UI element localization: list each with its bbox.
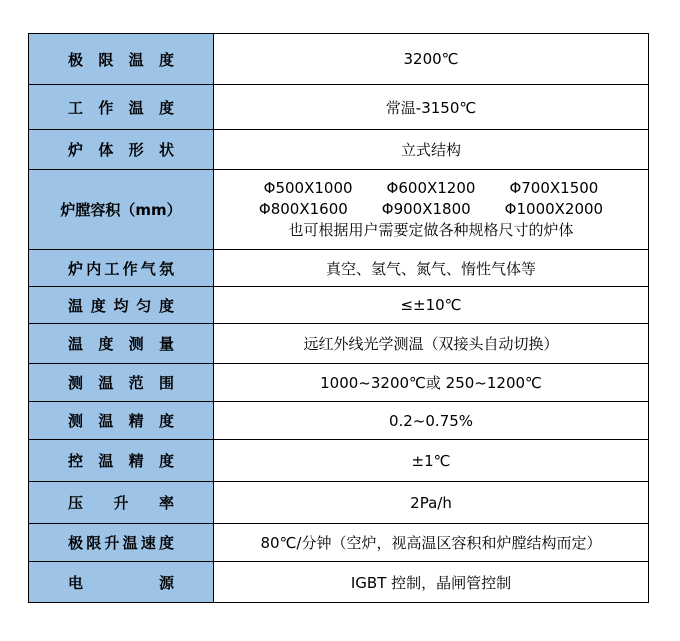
spec-value: 0.2~0.75%: [388, 411, 474, 430]
spec-row-temperature-measurement: [29, 323, 648, 363]
spec-label-cell: [29, 402, 214, 439]
spec-label: 压升率: [68, 494, 174, 512]
spec-label: 电源: [68, 573, 174, 592]
spec-value-cell: [214, 130, 648, 169]
spec-value: 立式结构: [400, 141, 461, 159]
spec-value: 2Pa/h: [410, 493, 452, 512]
spec-value: ±1℃: [411, 451, 451, 470]
spec-value: 真空、氢气、氮气、惰性气体等: [325, 259, 536, 278]
chamber-dim: Φ800X1600: [258, 200, 348, 218]
spec-label-cell: [29, 440, 214, 481]
chamber-dim: Φ600X1200: [386, 179, 476, 197]
spec-value: 80℃/分钟（空炉，视高温区容积和炉膛结构而定）: [260, 534, 602, 552]
spec-label-cell: [29, 287, 214, 323]
spec-value-cell: [214, 524, 648, 561]
spec-label: 测温范围: [68, 374, 174, 392]
spec-value: 3200℃: [403, 50, 459, 68]
spec-label: 炉体形状: [68, 141, 174, 159]
spec-label-cell: [29, 34, 214, 84]
spec-row-limit-temperature: [29, 34, 648, 84]
chamber-dim: Φ500X1000: [263, 179, 353, 197]
chamber-dims-line-1: [220, 178, 642, 199]
spec-row-working-atmosphere: [29, 249, 648, 286]
spec-row-pressure-rise-rate: [29, 481, 648, 523]
spec-value-cell: [214, 562, 648, 602]
spec-label-cell: [29, 524, 214, 561]
spec-value-cell: [214, 402, 648, 439]
chamber-dim: Φ700X1500: [509, 179, 599, 197]
chamber-dim: Φ1000X2000: [504, 200, 604, 218]
spec-label: 工作温度: [68, 98, 174, 117]
spec-value-cell: [214, 170, 648, 249]
spec-label-cell: [29, 170, 214, 249]
spec-label-cell: [29, 130, 214, 169]
spec-value-cell: [214, 324, 648, 363]
spec-label: 极限温度: [68, 50, 174, 69]
spec-row-working-temperature: [29, 84, 648, 129]
spec-label-cell: [29, 562, 214, 602]
spec-row-max-heating-rate: [29, 523, 648, 561]
spec-value: 常温-3150℃: [385, 98, 477, 117]
spec-label-cell: [29, 324, 214, 363]
spec-value-cell: [214, 440, 648, 481]
spec-label: 温度均匀度: [68, 296, 174, 315]
spec-value-cell: [214, 250, 648, 286]
spec-table: [28, 33, 649, 603]
chamber-dim: Φ900X1800: [381, 200, 471, 218]
spec-label-cell: [29, 250, 214, 286]
spec-value: 1000~3200℃或 250~1200℃: [320, 374, 542, 392]
spec-value-cell: [214, 85, 648, 129]
spec-label: 控温精度: [68, 452, 174, 470]
spec-value: ≤±10℃: [400, 296, 462, 314]
spec-value: 远红外线光学测温（双接头自动切换）: [303, 335, 559, 353]
spec-row-furnace-shape: [29, 129, 648, 169]
spec-row-measuring-range: [29, 363, 648, 401]
spec-label-cell: [29, 364, 214, 401]
spec-value-cell: [214, 482, 648, 523]
spec-label: 温度测量: [68, 335, 174, 353]
spec-row-control-accuracy: [29, 439, 648, 481]
spec-label-cell: [29, 482, 214, 523]
spec-label: 极限升温速度: [68, 534, 174, 552]
spec-value: IGBT 控制，晶闸管控制: [350, 573, 512, 592]
spec-row-power-supply: [29, 561, 648, 602]
spec-row-measuring-accuracy: [29, 401, 648, 439]
spec-value-cell: [214, 34, 648, 84]
spec-value-cell: [214, 364, 648, 401]
spec-label-cell: [29, 85, 214, 129]
spec-value-cell: [214, 287, 648, 323]
spec-label: 炉膛容积（mm）: [60, 201, 182, 219]
spec-label: 炉内工作气氛: [68, 259, 174, 278]
chamber-custom-note: 也可根据用户需要定做各种规格尺寸的炉体: [288, 221, 574, 239]
spec-row-chamber-volume: [29, 169, 648, 249]
spec-label: 测温精度: [68, 412, 174, 430]
spec-row-temperature-uniformity: [29, 286, 648, 323]
chamber-dims-line-2: [220, 199, 642, 220]
